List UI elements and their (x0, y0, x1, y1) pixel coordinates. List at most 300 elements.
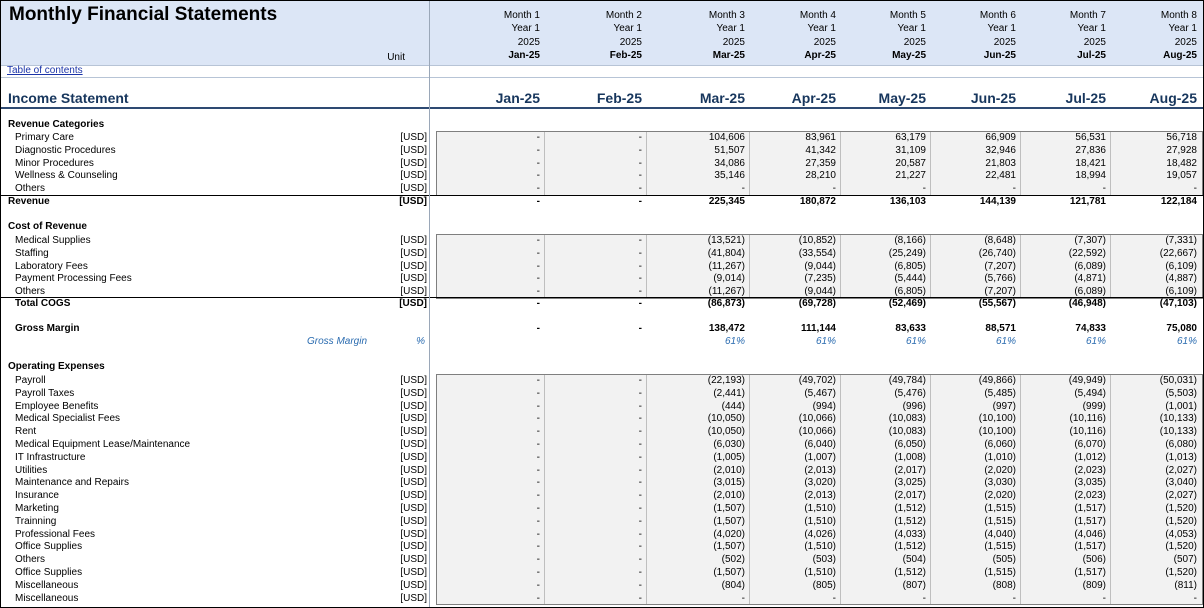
row-label: Medical Specialist Fees (15, 413, 121, 425)
cell-value[interactable]: (1,012) (1074, 451, 1106, 463)
cell-value[interactable]: (1,512) (894, 515, 926, 527)
cell-value[interactable]: (5,467) (804, 387, 836, 399)
cell-value[interactable]: 88,571 (985, 323, 1016, 334)
cell-value[interactable]: (6,805) (894, 260, 926, 272)
month-header-d: Mar-25 (712, 49, 745, 61)
cell-value[interactable]: (10,133) (1159, 426, 1197, 438)
cell-value[interactable]: (1,517) (1074, 503, 1106, 514)
cell-value[interactable]: - (536, 554, 540, 566)
cell-value[interactable]: - (536, 235, 540, 246)
cell-value[interactable]: - (922, 183, 926, 195)
table-row (1, 388, 1203, 401)
row-label: Others (15, 183, 46, 195)
cell-value[interactable]: 20,587 (895, 157, 926, 169)
cell-value[interactable]: - (922, 592, 926, 604)
cell-value[interactable]: (4,871) (1074, 273, 1106, 285)
cell-value[interactable]: (2,023) (1074, 464, 1106, 476)
cell-value[interactable]: (1,007) (804, 451, 836, 463)
cell-value[interactable]: - (638, 323, 642, 334)
table-row (1, 375, 1203, 388)
cell-value[interactable]: (1,008) (894, 451, 926, 463)
cell-value[interactable]: 27,928 (1166, 144, 1197, 156)
cell-value[interactable]: (69,728) (798, 298, 836, 309)
cell-value[interactable]: - (832, 183, 836, 195)
cell-value[interactable]: - (536, 464, 540, 476)
cell-value[interactable]: (1,507) (713, 515, 745, 527)
cell-value[interactable]: - (741, 592, 745, 604)
cell-value[interactable]: (1,515) (984, 541, 1016, 553)
row-label: Payroll (15, 375, 46, 386)
table-row (1, 273, 1203, 286)
cell-value[interactable]: (506) (1082, 554, 1106, 566)
cell-value[interactable]: - (638, 567, 642, 578)
cell-value[interactable]: 104,606 (708, 132, 745, 143)
month-header-6 (924, 9, 1016, 62)
cell-value[interactable]: (22,667) (1159, 247, 1197, 259)
month-header-d: Apr-25 (804, 49, 836, 61)
cell-value[interactable]: (3,035) (1074, 477, 1106, 489)
cell-value[interactable]: 61% (724, 336, 745, 347)
cell-value[interactable]: - (638, 426, 642, 438)
cell-value[interactable]: - (638, 387, 642, 399)
month-header-y: Year 1 (987, 23, 1016, 35)
cell-value[interactable]: (8,648) (984, 235, 1016, 246)
cell-value[interactable]: (49,702) (798, 375, 836, 386)
cell-value[interactable]: (1,515) (984, 567, 1016, 578)
cell-value[interactable]: (1,013) (1165, 451, 1197, 463)
cell-value[interactable]: 122,184 (1160, 196, 1197, 207)
cell-value[interactable]: (33,554) (798, 247, 836, 259)
cell-value[interactable]: (2,027) (1165, 464, 1197, 476)
cell-value[interactable]: (4,887) (1165, 273, 1197, 285)
cell-value[interactable]: (2,020) (984, 464, 1016, 476)
row-label: Diagnostic Procedures (15, 144, 116, 156)
cell-value[interactable]: 19,057 (1166, 170, 1197, 182)
cell-value[interactable]: - (536, 503, 540, 514)
cell-value[interactable]: (49,866) (978, 375, 1016, 386)
cell-value[interactable]: (5,494) (1074, 387, 1106, 399)
cell-value[interactable]: - (638, 273, 642, 285)
cell-value[interactable]: (2,013) (804, 464, 836, 476)
divider (1, 77, 1203, 78)
cell-value[interactable]: (805) (812, 579, 836, 591)
cell-value[interactable]: (1,520) (1165, 503, 1197, 514)
cell-value[interactable]: 51,507 (714, 144, 745, 156)
cell-value[interactable]: - (536, 413, 540, 425)
cell-value[interactable]: (22,592) (1068, 247, 1106, 259)
cell-value[interactable]: - (536, 426, 540, 438)
table-row (1, 145, 1203, 158)
cell-value[interactable]: (1,512) (894, 567, 926, 578)
cell-value[interactable]: - (536, 298, 540, 309)
cell-value[interactable]: (52,469) (888, 298, 926, 309)
cell-value[interactable]: - (638, 132, 642, 143)
cell-value[interactable]: (26,740) (978, 247, 1016, 259)
cell-value[interactable]: (55,567) (978, 298, 1016, 309)
cell-value[interactable]: (2,023) (1074, 490, 1106, 502)
cell-value[interactable]: (5,766) (984, 273, 1016, 285)
cell-value[interactable]: (5,444) (894, 273, 926, 285)
cell-value[interactable]: (994) (812, 400, 836, 412)
cell-value[interactable]: 121,781 (1069, 196, 1106, 207)
cell-value[interactable]: 34,086 (714, 157, 745, 169)
cell-value[interactable]: (22,193) (707, 375, 745, 386)
cell-value[interactable]: 63,179 (895, 132, 926, 143)
row-unit: [USD] (400, 400, 427, 412)
cell-value[interactable]: 144,139 (979, 196, 1016, 207)
cell-value[interactable]: 27,359 (805, 157, 836, 169)
cell-value[interactable]: - (638, 247, 642, 259)
cell-value[interactable]: - (638, 464, 642, 476)
cell-value[interactable]: 56,531 (1075, 132, 1106, 143)
cell-value[interactable]: - (536, 260, 540, 272)
cell-value[interactable]: (4,040) (984, 528, 1016, 540)
cell-value[interactable]: (6,050) (894, 439, 926, 450)
month-header-3 (653, 9, 745, 62)
month-header-2 (550, 9, 642, 62)
cell-value[interactable]: (2,027) (1165, 490, 1197, 502)
cell-value[interactable]: (6,060) (984, 439, 1016, 450)
cell-value[interactable]: (1,507) (713, 503, 745, 514)
cell-value[interactable]: - (536, 528, 540, 540)
cell-value[interactable]: - (638, 144, 642, 156)
month-header-m: Month 1 (503, 10, 540, 21)
cell-value[interactable]: - (638, 579, 642, 591)
cell-value[interactable]: 21,227 (895, 170, 926, 182)
cell-value[interactable]: (1,517) (1074, 541, 1106, 553)
cell-value[interactable]: - (638, 592, 642, 604)
cell-value[interactable]: (10,066) (798, 426, 836, 438)
cell-value[interactable]: (504) (902, 554, 926, 566)
cell-value[interactable]: (997) (992, 400, 1016, 412)
row-label: Wellness & Counseling (15, 170, 118, 182)
cell-value[interactable]: - (638, 400, 642, 412)
cell-value[interactable]: 35,146 (714, 170, 745, 182)
cell-value[interactable]: (2,010) (713, 490, 745, 502)
cell-value[interactable]: 32,946 (985, 144, 1016, 156)
cell-value[interactable]: - (638, 528, 642, 540)
cell-value[interactable]: (9,014) (713, 273, 745, 285)
cell-value[interactable]: - (536, 247, 540, 259)
cell-value[interactable]: (10,066) (798, 413, 836, 425)
cell-value[interactable]: 111,144 (800, 323, 836, 334)
cell-value[interactable]: (1,507) (713, 567, 745, 578)
row-label: Miscellaneous (15, 579, 79, 591)
cell-value[interactable]: 21,803 (985, 157, 1016, 169)
cell-value[interactable]: (7,207) (984, 286, 1016, 298)
cell-value[interactable]: (807) (902, 579, 926, 591)
cell-value[interactable]: (1,010) (984, 451, 1016, 463)
cell-value[interactable]: - (1102, 183, 1106, 195)
cell-value[interactable]: (4,033) (894, 528, 926, 540)
cell-value[interactable]: (2,441) (713, 387, 745, 399)
month-header-m: Month 4 (799, 10, 836, 21)
cell-value[interactable]: - (638, 477, 642, 489)
cell-value[interactable]: - (638, 413, 642, 425)
cell-value[interactable]: (2,010) (713, 464, 745, 476)
cell-value[interactable]: - (638, 503, 642, 514)
cell-value[interactable]: (507) (1173, 554, 1197, 566)
cell-value[interactable]: - (536, 592, 540, 604)
cell-value[interactable]: - (1012, 592, 1016, 604)
cell-value[interactable]: - (638, 183, 642, 195)
cell-value[interactable]: - (741, 183, 745, 195)
table-row (1, 580, 1203, 593)
cell-value[interactable]: (10,050) (707, 426, 745, 438)
cell-value[interactable]: - (536, 323, 540, 334)
cell-value[interactable]: (9,044) (804, 286, 836, 298)
cell-value[interactable]: (1,512) (894, 503, 926, 514)
cell-value[interactable]: (1,507) (713, 541, 745, 553)
cell-value[interactable]: (2,020) (984, 490, 1016, 502)
cell-value[interactable]: - (638, 541, 642, 553)
cell-value[interactable]: (808) (992, 579, 1016, 591)
cell-value[interactable]: 75,080 (1166, 323, 1197, 334)
row-label: Others (15, 554, 46, 566)
cell-value[interactable]: 138,472 (708, 323, 745, 334)
cell-value[interactable]: - (536, 579, 540, 591)
column-separator (429, 1, 430, 607)
cell-value[interactable]: - (638, 490, 642, 502)
cell-value[interactable]: 31,109 (895, 144, 926, 156)
cell-value[interactable]: 22,481 (985, 170, 1016, 182)
cell-value[interactable]: - (536, 567, 540, 578)
cell-value[interactable]: - (638, 286, 642, 298)
cell-value[interactable]: - (536, 157, 540, 169)
row-unit: [USD] (400, 477, 427, 489)
table-row (1, 516, 1203, 529)
cell-value[interactable]: (3,025) (894, 477, 926, 489)
cell-value[interactable]: (47,103) (1159, 298, 1197, 309)
cell-value[interactable]: (11,267) (708, 260, 745, 272)
cell-value[interactable]: (10,050) (707, 413, 745, 425)
cell-value[interactable]: - (536, 515, 540, 527)
cell-value[interactable]: (7,331) (1165, 235, 1197, 246)
cell-value[interactable]: 225,345 (708, 196, 745, 207)
cell-value[interactable]: (5,485) (984, 387, 1016, 399)
cell-value[interactable]: 136,103 (889, 196, 926, 207)
cell-value[interactable]: (4,020) (713, 528, 745, 540)
month-header-d: May-25 (892, 49, 926, 61)
cell-value[interactable]: (444) (721, 400, 745, 412)
cell-value[interactable]: (2,017) (894, 490, 926, 502)
cell-value[interactable]: (6,109) (1165, 260, 1197, 272)
cell-value[interactable]: 28,210 (805, 170, 836, 182)
cell-value[interactable]: (10,116) (1069, 413, 1106, 425)
cell-value[interactable]: (6,040) (804, 439, 836, 450)
section-month-3: Mar-25 (699, 90, 745, 106)
cell-value[interactable]: 61% (815, 336, 836, 347)
cell-value[interactable]: - (832, 592, 836, 604)
cell-value[interactable]: - (536, 490, 540, 502)
cell-value[interactable]: (49,949) (1068, 375, 1106, 386)
cell-value[interactable]: (2,013) (804, 490, 836, 502)
table-row (1, 158, 1203, 171)
cell-value[interactable]: (804) (721, 579, 745, 591)
cell-value[interactable]: 83,633 (895, 323, 926, 334)
cell-value[interactable]: (46,948) (1068, 298, 1106, 309)
cell-value[interactable]: (3,015) (713, 477, 745, 489)
cell-value[interactable]: 41,342 (805, 144, 836, 156)
cell-value[interactable]: - (638, 235, 642, 246)
cell-value[interactable]: 18,482 (1166, 157, 1197, 169)
month-header-yr: 2025 (903, 36, 926, 48)
category-header: Operating Expenses (8, 361, 105, 372)
cell-value[interactable]: (10,100) (978, 426, 1016, 438)
cell-value[interactable]: (4,046) (1074, 528, 1106, 540)
cell-value[interactable]: (50,031) (1159, 375, 1197, 386)
cell-value[interactable]: - (1012, 183, 1016, 195)
table-of-contents-link[interactable]: Table of contents (7, 65, 83, 76)
row-label: Laboratory Fees (15, 260, 88, 272)
row-unit: [USD] (400, 286, 427, 298)
cell-value[interactable]: (7,235) (804, 273, 836, 285)
cell-value[interactable]: (1,520) (1165, 541, 1197, 553)
cell-value[interactable]: 18,994 (1075, 170, 1106, 182)
cell-value[interactable]: (10,116) (1069, 426, 1106, 438)
cell-value[interactable]: (10,852) (798, 235, 836, 246)
cell-value[interactable]: (1,510) (804, 567, 836, 578)
month-header-8 (1105, 9, 1197, 62)
cell-value[interactable]: - (638, 170, 642, 182)
cell-value[interactable]: (11,267) (708, 286, 745, 298)
cell-value[interactable]: (1,517) (1074, 567, 1106, 578)
cell-value[interactable]: (3,040) (1165, 477, 1197, 489)
cell-value[interactable]: (25,249) (888, 247, 926, 259)
cell-value[interactable]: (1,520) (1165, 515, 1197, 527)
cell-value[interactable]: (5,503) (1165, 387, 1197, 399)
cell-value[interactable]: - (536, 477, 540, 489)
cell-value[interactable]: 18,421 (1075, 157, 1106, 169)
cell-value[interactable]: (10,083) (888, 426, 926, 438)
cell-value[interactable]: (4,026) (804, 528, 836, 540)
row-label: Payroll Taxes (15, 387, 75, 399)
cell-value[interactable]: (7,207) (984, 260, 1016, 272)
table-row (1, 554, 1203, 567)
cell-value[interactable]: (4,053) (1165, 528, 1197, 540)
cell-value[interactable]: 61% (1176, 336, 1197, 347)
cell-value[interactable]: - (638, 157, 642, 169)
cell-value[interactable]: - (638, 375, 642, 386)
cell-value[interactable]: (6,030) (713, 439, 745, 450)
cell-value[interactable]: 27,836 (1075, 144, 1106, 156)
cell-value[interactable]: (1,512) (894, 541, 926, 553)
cell-value[interactable]: 61% (1085, 336, 1106, 347)
cell-value[interactable]: - (536, 439, 540, 450)
total-cogs-row (1, 298, 1203, 311)
cell-value[interactable]: (6,109) (1165, 286, 1197, 298)
cell-value[interactable]: 83,961 (805, 132, 836, 143)
cell-value[interactable]: (502) (721, 554, 745, 566)
cell-value[interactable]: (6,089) (1074, 260, 1106, 272)
row-label: Marketing (15, 503, 59, 514)
cell-value[interactable]: - (638, 298, 642, 309)
cell-value[interactable]: (13,521) (707, 235, 745, 246)
cell-value[interactable]: - (536, 132, 540, 143)
cell-value[interactable]: - (536, 273, 540, 285)
cell-value[interactable]: (811) (1174, 579, 1197, 591)
cell-value[interactable]: 180,872 (799, 196, 836, 207)
cell-value[interactable]: (999) (1082, 400, 1106, 412)
cell-value[interactable]: (8,166) (894, 235, 926, 246)
cell-value[interactable]: - (536, 387, 540, 399)
cell-value[interactable]: - (536, 375, 540, 386)
cell-value[interactable]: (6,089) (1074, 286, 1106, 298)
cell-value[interactable]: - (1193, 592, 1197, 604)
cell-value[interactable]: (49,784) (888, 375, 926, 386)
cell-value[interactable]: - (536, 196, 540, 207)
month-header-4 (744, 9, 836, 62)
cell-value[interactable]: (6,070) (1074, 439, 1106, 450)
cell-value[interactable]: - (638, 439, 642, 450)
cell-value[interactable]: - (536, 183, 540, 195)
month-header-y: Year 1 (613, 23, 642, 35)
cell-value[interactable]: (1,001) (1165, 400, 1197, 412)
cell-value[interactable]: (2,017) (894, 464, 926, 476)
cell-value[interactable]: 74,833 (1075, 323, 1106, 334)
cell-value[interactable]: (1,005) (713, 451, 745, 463)
section-month-8: Aug-25 (1149, 90, 1197, 106)
cell-value[interactable]: (10,100) (978, 413, 1016, 425)
cell-value[interactable]: 61% (905, 336, 926, 347)
cell-value[interactable]: (1,510) (804, 541, 836, 553)
cell-value[interactable]: (1,510) (804, 515, 836, 527)
cell-value[interactable]: (10,083) (888, 413, 926, 425)
cell-value[interactable]: (3,020) (804, 477, 836, 489)
cell-value[interactable]: (6,080) (1165, 439, 1197, 450)
cell-value[interactable]: - (1193, 183, 1197, 195)
cell-value[interactable]: - (638, 260, 642, 272)
cell-value[interactable]: (1,520) (1165, 567, 1197, 578)
cell-value[interactable]: - (638, 196, 642, 207)
table-row (1, 477, 1203, 490)
cell-value[interactable]: (10,133) (1159, 413, 1197, 425)
cell-value[interactable]: (1,510) (804, 503, 836, 514)
cell-value[interactable]: - (536, 400, 540, 412)
page-title: Monthly Financial Statements (9, 4, 278, 25)
cell-value[interactable]: (1,515) (984, 503, 1016, 514)
cell-value[interactable]: (7,307) (1074, 235, 1106, 246)
cell-value[interactable]: (86,873) (707, 298, 745, 309)
cell-value[interactable]: - (536, 286, 540, 298)
row-unit: [USD] (400, 144, 427, 156)
cell-value[interactable]: - (638, 554, 642, 566)
cell-value[interactable]: - (638, 515, 642, 527)
cell-value[interactable]: (503) (812, 554, 836, 566)
cell-value[interactable]: - (536, 451, 540, 463)
cell-value[interactable]: (1,515) (984, 515, 1016, 527)
cell-value[interactable]: (3,030) (984, 477, 1016, 489)
cell-value[interactable]: 66,909 (985, 132, 1016, 143)
cell-value[interactable]: 56,718 (1166, 132, 1197, 143)
cell-value[interactable]: 61% (995, 336, 1016, 347)
cell-value[interactable]: (505) (992, 554, 1016, 566)
cell-value[interactable]: (5,476) (894, 387, 926, 399)
cell-value[interactable]: (1,517) (1074, 515, 1106, 527)
cell-value[interactable]: (9,044) (804, 260, 836, 272)
cell-value[interactable]: (809) (1082, 579, 1106, 591)
row-unit: [USD] (400, 132, 427, 143)
cell-value[interactable]: (996) (902, 400, 926, 412)
cell-value[interactable]: - (536, 541, 540, 553)
cell-value[interactable]: - (536, 144, 540, 156)
cell-value[interactable]: - (1102, 592, 1106, 604)
table-row (1, 439, 1203, 452)
cell-value[interactable]: - (536, 170, 540, 182)
cell-value[interactable]: (6,805) (894, 286, 926, 298)
cell-value[interactable]: - (638, 451, 642, 463)
cell-value[interactable]: (41,804) (707, 247, 745, 259)
